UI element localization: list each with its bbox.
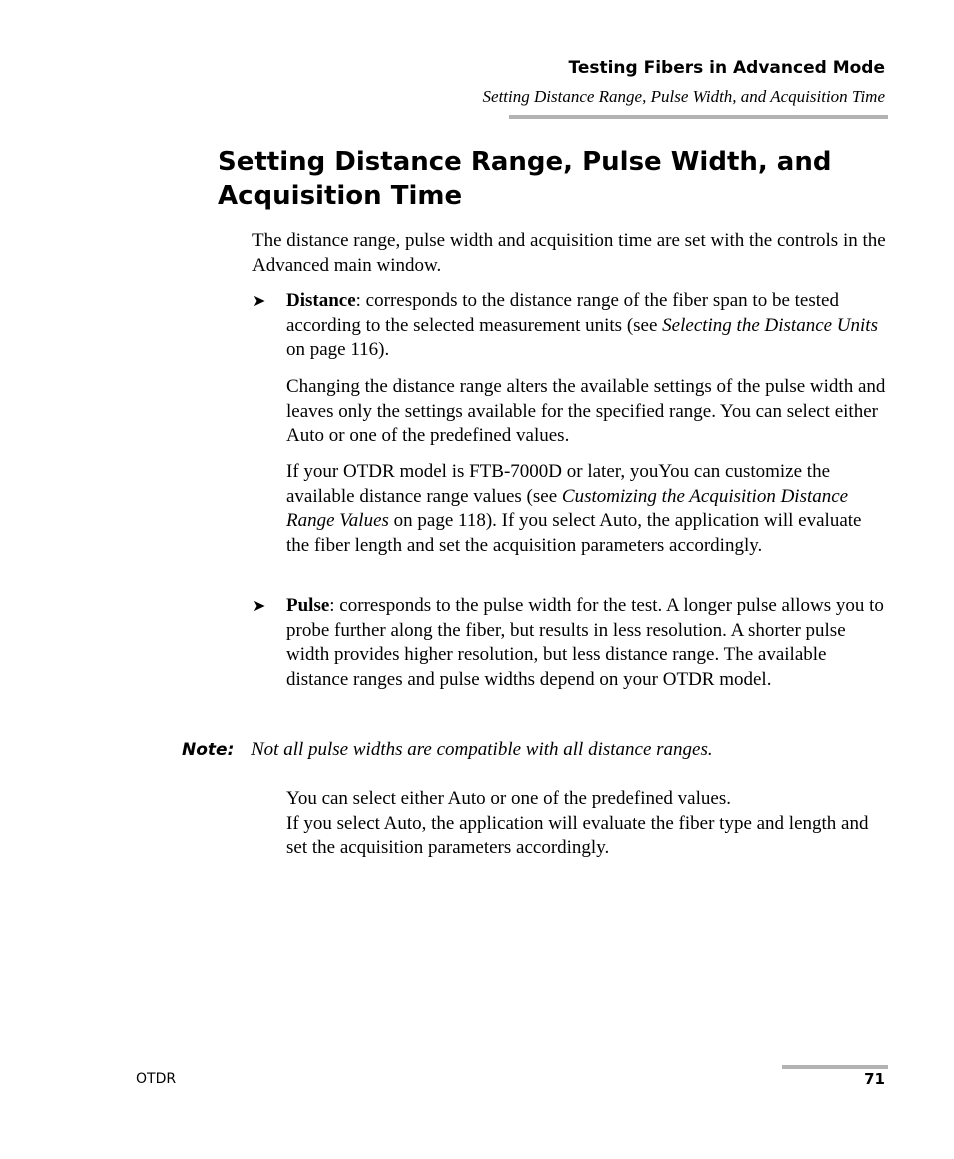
- running-header-section: Setting Distance Range, Pulse Width, and Acquisition Time: [482, 87, 885, 106]
- footer-product-name: OTDR: [136, 1071, 177, 1087]
- pulse-term: Pulse: [286, 595, 330, 616]
- closing-paragraph: [286, 787, 888, 861]
- page-number: 71: [864, 1070, 885, 1088]
- bullet-arrow-icon: ➤: [252, 291, 266, 310]
- intro-paragraph: The distance range, pulse width and acquisition time are set with the controls in the Advanced main window.: [252, 230, 886, 276]
- pulse-description: : corresponds to the pulse width for the test. A longer pulse allows you to probe further along the fiber, but results in less resolution. A shorter pulse width provides higher resolution, but less distance range. The available distance ranges and pulse widths depend on your OTDR model.: [286, 595, 884, 690]
- page-title: Setting Distance Range, Pulse Width, and Acquisition Time: [218, 147, 832, 211]
- distance-term: Distance: [286, 290, 356, 311]
- customize-text-before: If your OTDR model is FTB-7000D or later, youYou can customize the available distance range values (see: [286, 461, 831, 507]
- distance-description: : corresponds to the distance range of the fiber span to be tested according to the selected measurement units (see: [286, 290, 839, 336]
- customize-text-after: on page 118). If you select Auto, the application will evaluate the fiber length and set the acquisition parameters accordingly.: [286, 510, 862, 556]
- bullet-arrow-icon: ➤: [252, 596, 266, 615]
- pulse-bullet-text: [286, 594, 888, 692]
- customize-range-link[interactable]: Customizing the Acquisition Distance Range Values: [286, 485, 849, 531]
- customize-range-paragraph: [286, 460, 888, 558]
- closing-line-1: You can select either Auto or one of the predefined values.: [286, 788, 731, 809]
- distance-page-ref: on page 116).: [286, 339, 390, 360]
- closing-line-2: If you select Auto, the application will evaluate the fiber type and length and set the acquisition parameters accordingly.: [286, 812, 869, 858]
- footer-rule: [782, 1065, 888, 1069]
- distance-units-link[interactable]: Selecting the Distance Units: [662, 314, 878, 336]
- note-text: Not all pulse widths are compatible with all distance ranges.: [251, 739, 713, 760]
- distance-range-paragraph: Changing the distance range alters the available settings of the pulse width and leaves only the settings available for the specified range. You can select either Auto or one of the predefined values.: [286, 376, 886, 446]
- header-rule: [509, 115, 888, 119]
- note-label: Note:: [182, 740, 235, 760]
- distance-bullet-text: [286, 289, 888, 363]
- running-header-chapter: Testing Fibers in Advanced Mode: [568, 58, 885, 78]
